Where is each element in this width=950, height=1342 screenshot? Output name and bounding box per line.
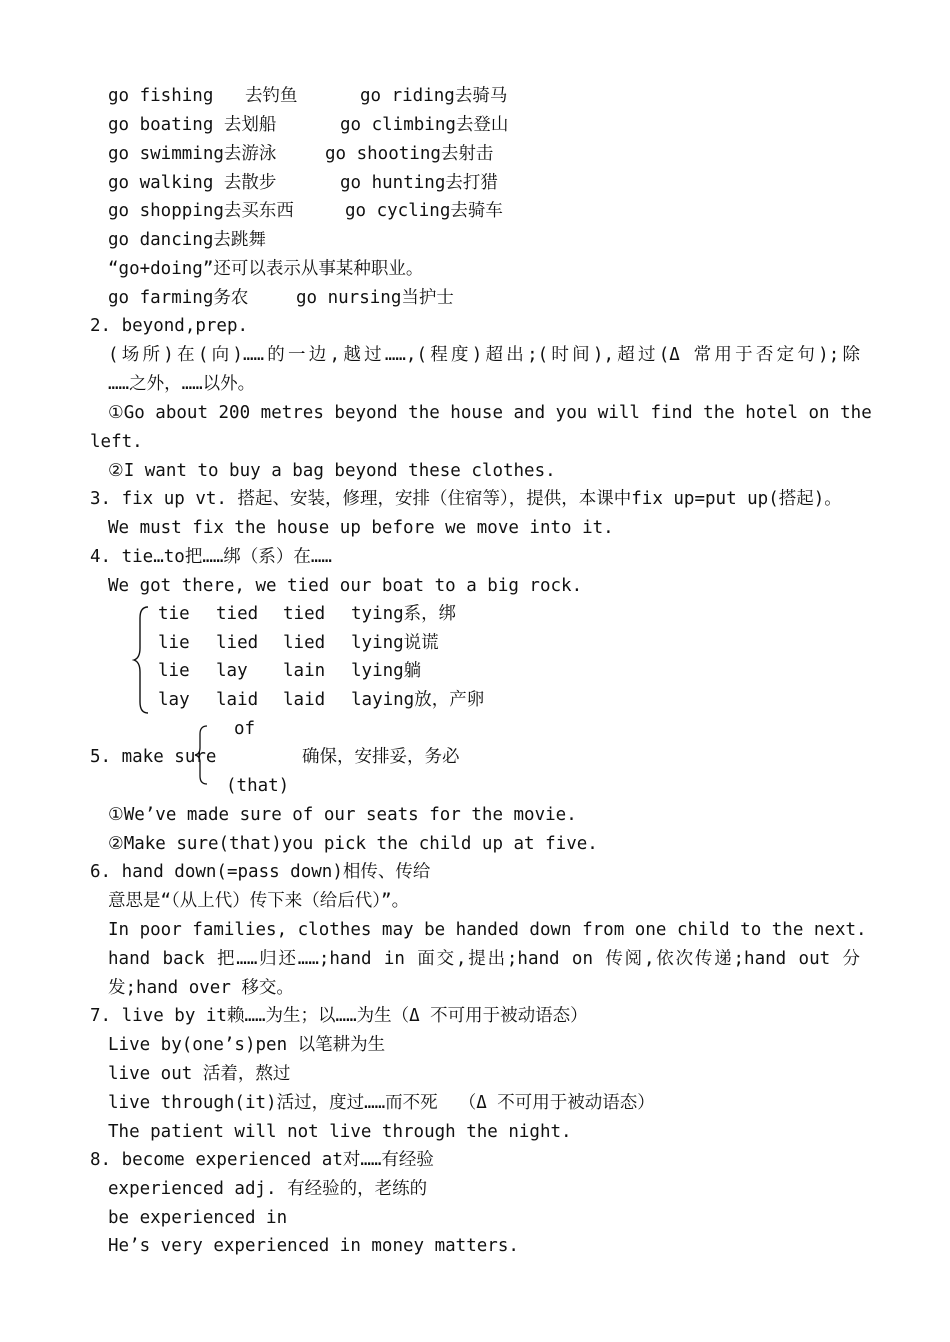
verb-form: lied	[216, 633, 259, 653]
list-item: go climbing去登山	[340, 115, 509, 135]
list-item: go nursing当护士	[296, 288, 454, 308]
list-item: go swimming去游泳	[108, 144, 277, 164]
example: ①Go about 200 metres beyond the house and you will find the hotel on the	[108, 403, 872, 423]
verb-form: lied	[283, 633, 326, 653]
example: We got there, we tied our boat to a big rock.	[108, 576, 583, 596]
item-title: 4. tie…to把……绑（系）在……	[90, 547, 332, 567]
example: left.	[90, 432, 143, 452]
phrase: experienced adj. 有经验的，老练的	[108, 1179, 428, 1199]
verb-form: tied	[283, 604, 326, 624]
item-title: 5. make sure	[90, 747, 217, 767]
list-item: go cycling去骑车	[345, 201, 503, 221]
phrase: be experienced in	[108, 1208, 288, 1228]
item-title: 2. beyond,prep.	[90, 316, 249, 336]
verb-form: laid	[216, 690, 259, 710]
verb-form: lain	[283, 661, 326, 681]
verb-form: tied	[216, 604, 259, 624]
list-item: go shooting去射击	[325, 144, 494, 164]
left-brace-icon	[132, 604, 152, 716]
option-of: of	[234, 719, 256, 739]
definition: ……之外，……以外。	[108, 374, 256, 394]
definition: (场所)在(向)……的一边,越过……,(程度)超出;(时间),超过(Δ 常用于否定句);除	[108, 345, 860, 365]
note: “go+doing”还可以表示从事某种职业。	[108, 259, 424, 279]
verb-form: lying说谎	[351, 633, 439, 653]
option-that: (that)	[226, 776, 290, 796]
phrases: hand back 把……归还……;hand in 面交,提出;hand on 传阅,依次传递;hand out 分	[108, 949, 860, 969]
verb-form: laying放，产卵	[351, 690, 485, 710]
list-item: go riding去骑马	[360, 86, 508, 106]
list-item: go shopping去买东西	[108, 201, 294, 221]
example: ②Make sure(that)you pick the child up at five.	[108, 834, 598, 854]
verb-form: lie	[158, 633, 190, 653]
list-item: go fishing 去钓鱼	[108, 86, 298, 106]
meaning: 意思是“（从上代）传下来（给后代）”。	[108, 891, 410, 911]
verb-form: tying系，绑	[351, 604, 457, 624]
list-item: go boating 去划船	[108, 115, 277, 135]
verb-form: lying躺	[351, 661, 422, 681]
verb-form: lay	[216, 661, 248, 681]
list-item: go walking 去散步	[108, 173, 277, 193]
item-title: 7. live by it赖……为生；以……为生（Δ 不可用于被动语态）	[90, 1006, 588, 1026]
example: We must fix the house up before we move into it.	[108, 518, 614, 538]
example: ②I want to buy a bag beyond these clothes.	[108, 461, 556, 481]
list-item: go dancing去跳舞	[108, 230, 266, 250]
verb-form: tie	[158, 604, 190, 624]
meaning: 确保，安排妥，务必	[302, 747, 460, 767]
example: ①We’ve made sure of our seats for the movie.	[108, 805, 577, 825]
item-title: 3. fix up vt. 搭起、安装，修理，安排（住宿等），提供，本课中fix up=put up(搭起)。	[90, 489, 842, 509]
example: He’s very experienced in money matters.	[108, 1236, 519, 1256]
phrases: 发;hand over 移交。	[108, 978, 294, 998]
example: The patient will not live through the night.	[108, 1122, 572, 1142]
example: In poor families, clothes may be handed down from one child to the next.	[108, 920, 867, 940]
list-item: go farming务农	[108, 288, 249, 308]
verb-form: lay	[158, 690, 190, 710]
list-item: go hunting去打猎	[340, 173, 498, 193]
verb-form: lie	[158, 661, 190, 681]
item-title: 8. become experienced at对……有经验	[90, 1150, 434, 1170]
phrase: Live by(one’s)pen 以笔耕为生	[108, 1035, 386, 1055]
verb-form: laid	[283, 690, 326, 710]
item-title: 6. hand down(=pass down)相传、传给	[90, 862, 431, 882]
phrase: live out 活着，熬过	[108, 1064, 291, 1084]
phrase: live through(it)活过，度过……而不死 （Δ 不可用于被动语态）	[108, 1093, 655, 1113]
